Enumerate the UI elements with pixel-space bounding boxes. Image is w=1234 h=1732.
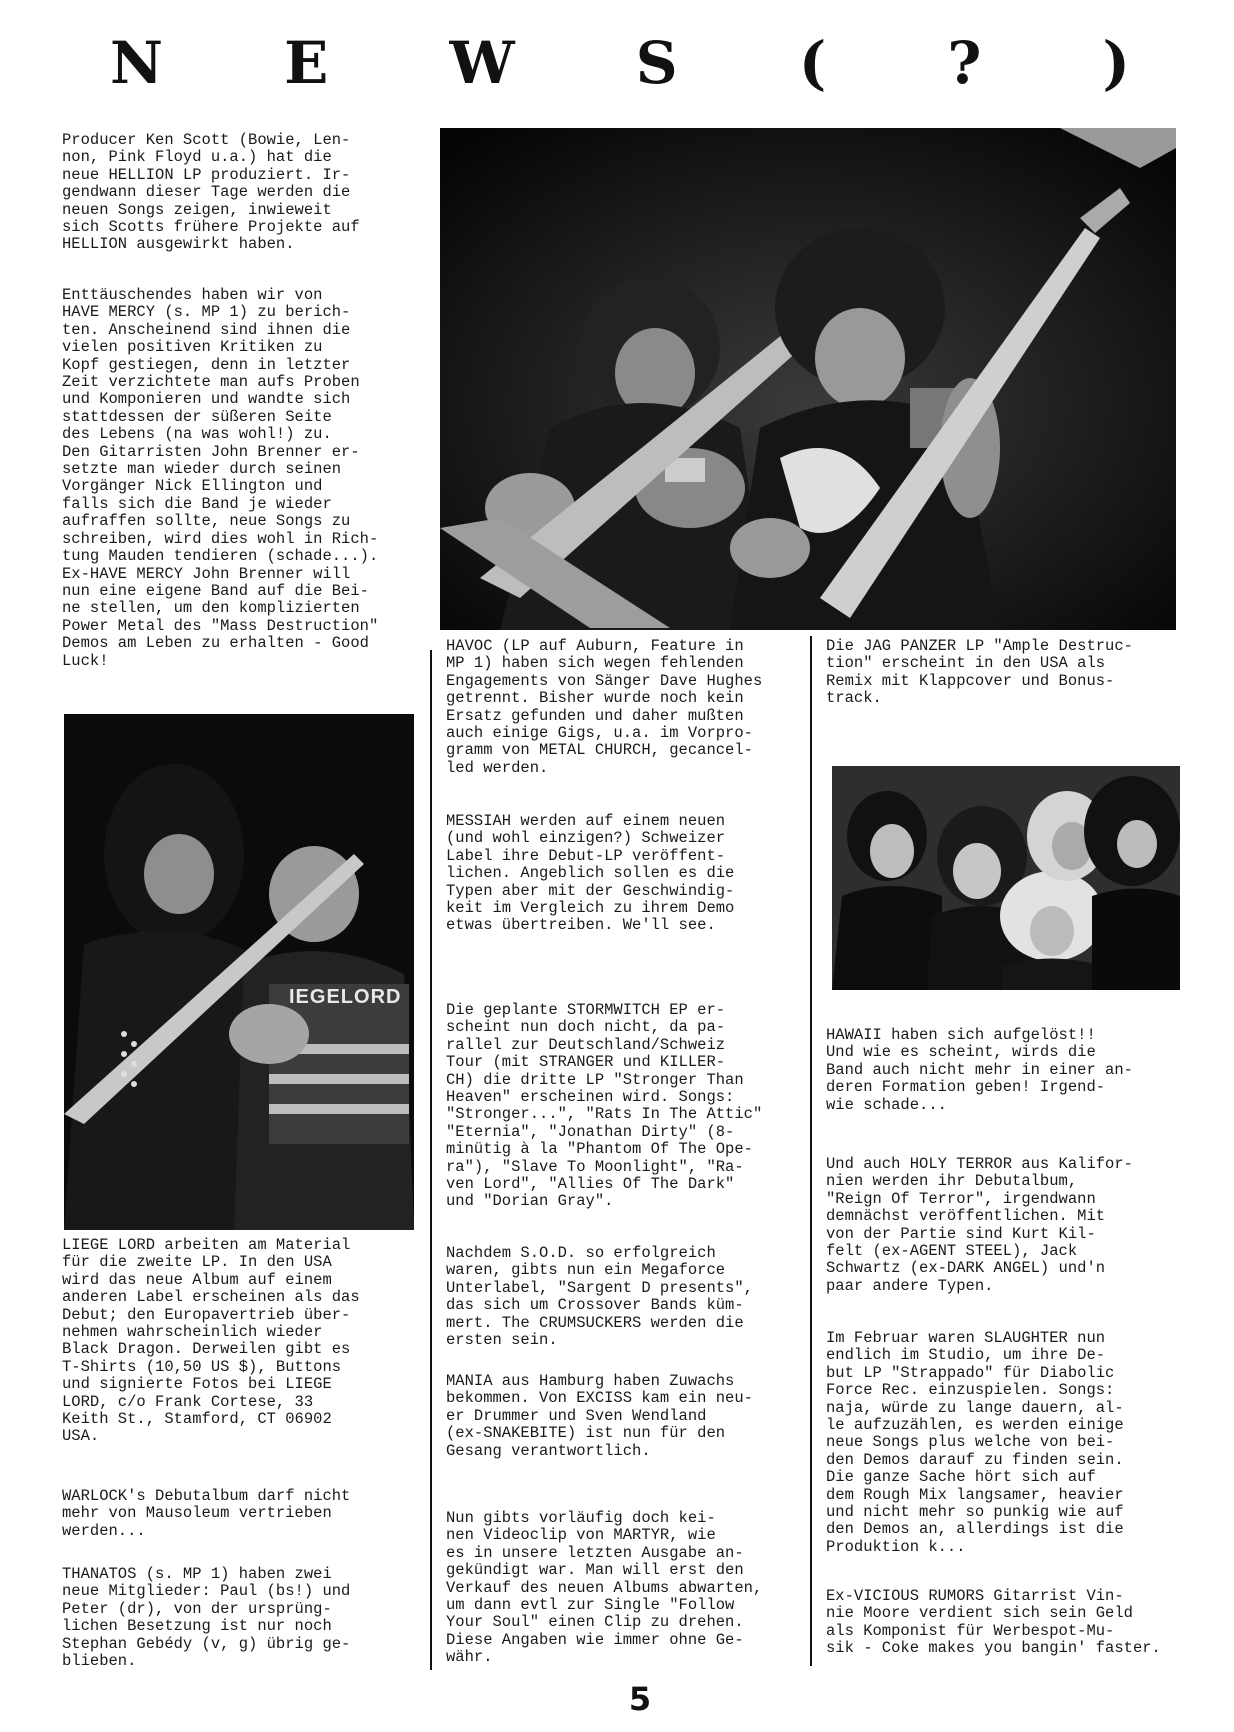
article-havoc: HAVOC (LP auf Auburn, Feature in MP 1) haben sich wegen fehlenden Engagements von Sänger Dave Hughes getrennt. Bisher wurde noch kein Ersatz gefunden und daher mußten auch einige Gigs, u.a. im Vorpro- gramm von METAL CHURCH, gecancel- led werden. [446, 637, 763, 777]
title-letter: W [449, 29, 515, 97]
article-messiah: MESSIAH werden auf einem neuen (und wohl einzigen?) Schweizer Label ihre Debut-LP veröffent- lichen. Angeblich sollen es die Typen aber mit der Geschwindig- keit im Vergleich zu ihrem Demo etwas übertreiben. We'll see. [446, 812, 735, 935]
havoc-band-photo [440, 128, 1176, 630]
article-slaughter: Im Februar waren SLAUGHTER nun endlich im Studio, um ihre De- but LP "Strappado" für Diabolic Force Rec. einzuspielen. Songs: naja, würde zu lange dauern, al- le aufzuzählen, es werden einige neue Songs plus welche von bei- den Demos darauf zu finden sein. Die ganze Sache hört sich auf dem Rough Mix langsamer, heavier und nicht mehr so punkig wie auf den Demos an, allerdings ist die Produktion k... [826, 1329, 1124, 1556]
article-mania: MANIA aus Hamburg haben Zuwachs bekommen. Von EXCISS kam ein neu- er Drummer und Sven Wendland (ex-SNAKEBITE) ist nun für den Gesang verantwortlich. [446, 1372, 753, 1460]
liege-lord-band-photo [64, 714, 414, 1230]
article-hawaii: HAWAII haben sich aufgelöst!! Und wie es scheint, wirds die Band auch nicht mehr in einer an- deren Formation geben! Irgend- wie schade... [826, 1026, 1133, 1114]
article-stormwitch: Die geplante STORMWITCH EP er- scheint nun doch nicht, da pa- rallel zur Deutschland/Schweiz Tour (mit STRANGER und KILLER- CH) die dritte LP "Stronger Than Heaven" erscheinen wird. Songs: "Stronger...", "Rats In The Attic" "Eternia", "Jonathan Dirty" (8- minütig à la "Phantom Of The Ope- ra"), "Slave To Moonlight", "Ra- ven Lord", "Allies Of The Dark" und "Dorian Gray". [446, 1001, 763, 1211]
article-martyr: Nun gibts vorläufig doch kei- nen Videoclip von MARTYR, wie es in unsere letzten Ausgabe an- gekündigt war. Man will erst den Verkauf des neuen Albums abwarten, um dann evtl zur Single "Follow Your Soul" einen Clip zu drehen. Diese Angaben wie immer ohne Ge- währ. [446, 1509, 763, 1667]
article-warlock: WARLOCK's Debutalbum darf nicht mehr von Mausoleum vertrieben werden... [62, 1487, 351, 1540]
column-divider [810, 636, 812, 1666]
article-holy-terror: Und auch HOLY TERROR aus Kalifor- nien werden ihr Debutalbum, "Reign Of Terror", irgendwann demnächst veröffentlichen. Mit von der Partie sind Kurt Kil- felt (ex-AGENT STEEL), Jack Schwartz (ex-DARK ANGEL) und'n paar andere Typen. [826, 1155, 1133, 1295]
title-letter: ? [947, 29, 982, 97]
article-sod: Nachdem S.O.D. so erfolgreich waren, gibts nun ein Megaforce Unterlabel, "Sargent D presents", das sich um Crossover Bands küm- mert. The CRUMSUCKERS werden die ersten sein. [446, 1244, 753, 1350]
article-have-mercy: Enttäuschendes haben wir von HAVE MERCY (s. MP 1) zu berich- ten. Anscheinend sind ihnen die vielen positiven Kritiken zu Kopf gestiegen, denn in letzter Zeit verzichtete man aufs Proben und Komponieren und wandte sich stattdessen der süßeren Seite des Lebens (na was wohl!) zu. Den Gitarristen John Brenner er- setzte man wieder durch seinen Vorgänger Nick Ellington und falls sich die Band je wieder aufraffen sollte, neue Songs zu schreiben, wird dies wohl in Rich- tung Mauden tendieren (schade...). Ex-HAVE MERCY John Brenner will nun eine eigene Band auf die Bei- ne stellen, um den komplizierten Power Metal des "Mass Destruction" Demos am Leben zu erhalten - Good Luck! [62, 286, 379, 670]
page-number: 5 [628, 1680, 652, 1718]
liege-lord-photo-illustration [64, 714, 414, 1230]
hawaii-band-photo [832, 766, 1180, 990]
article-thanatos: THANATOS (s. MP 1) haben zwei neue Mitglieder: Paul (bs!) und Peter (dr), von der ursprüng- lichen Besetzung ist nur noch Stephan Gebédy (v, g) übrig ge- blieben. [62, 1565, 351, 1671]
title-letter: S [635, 29, 678, 97]
havoc-photo-illustration [440, 128, 1176, 630]
article-liege-lord: LIEGE LORD arbeiten am Material für die zweite LP. In den USA wird das neue Album auf einem anderen Label erscheinen als das Debut; den Europavertrieb über- nehmen wahrscheinlich wieder Black Dragon. Derweilen gibt es T-Shirts (10,50 US $), Buttons und signierte Fotos bei LIEGE LORD, c/o Frank Cortese, 33 Keith St., Stamford, CT 06902 USA. [62, 1236, 360, 1446]
title-letter: ( [798, 29, 827, 97]
article-hellion: Producer Ken Scott (Bowie, Len- non, Pink Floyd u.a.) hat die neue HELLION LP produziert. Ir- gendwann dieser Tage werden die neuen Songs zeigen, inwieweit sich Scotts frühere Projekte auf HELLION ausgewirkt haben. [62, 131, 360, 254]
page-title [110, 28, 1130, 98]
article-jag-panzer: Die JAG PANZER LP "Ample Destruc- tion" erscheint in den USA als Remix mit Klappcover und Bonus- track. [826, 637, 1133, 708]
shirt-lettering: IEGELORD [289, 986, 402, 1008]
hawaii-photo-illustration [832, 766, 1180, 990]
title-letter: N [110, 29, 164, 97]
column-divider [430, 650, 432, 1670]
article-vicious-rumors: Ex-VICIOUS RUMORS Gitarrist Vin- nie Moore verdient sich sein Geld als Komponist für Werbespot-Mu- sik - Coke makes you bangin' faster. [826, 1587, 1161, 1658]
title-letter: ) [1102, 29, 1130, 97]
title-letter: E [284, 29, 329, 97]
